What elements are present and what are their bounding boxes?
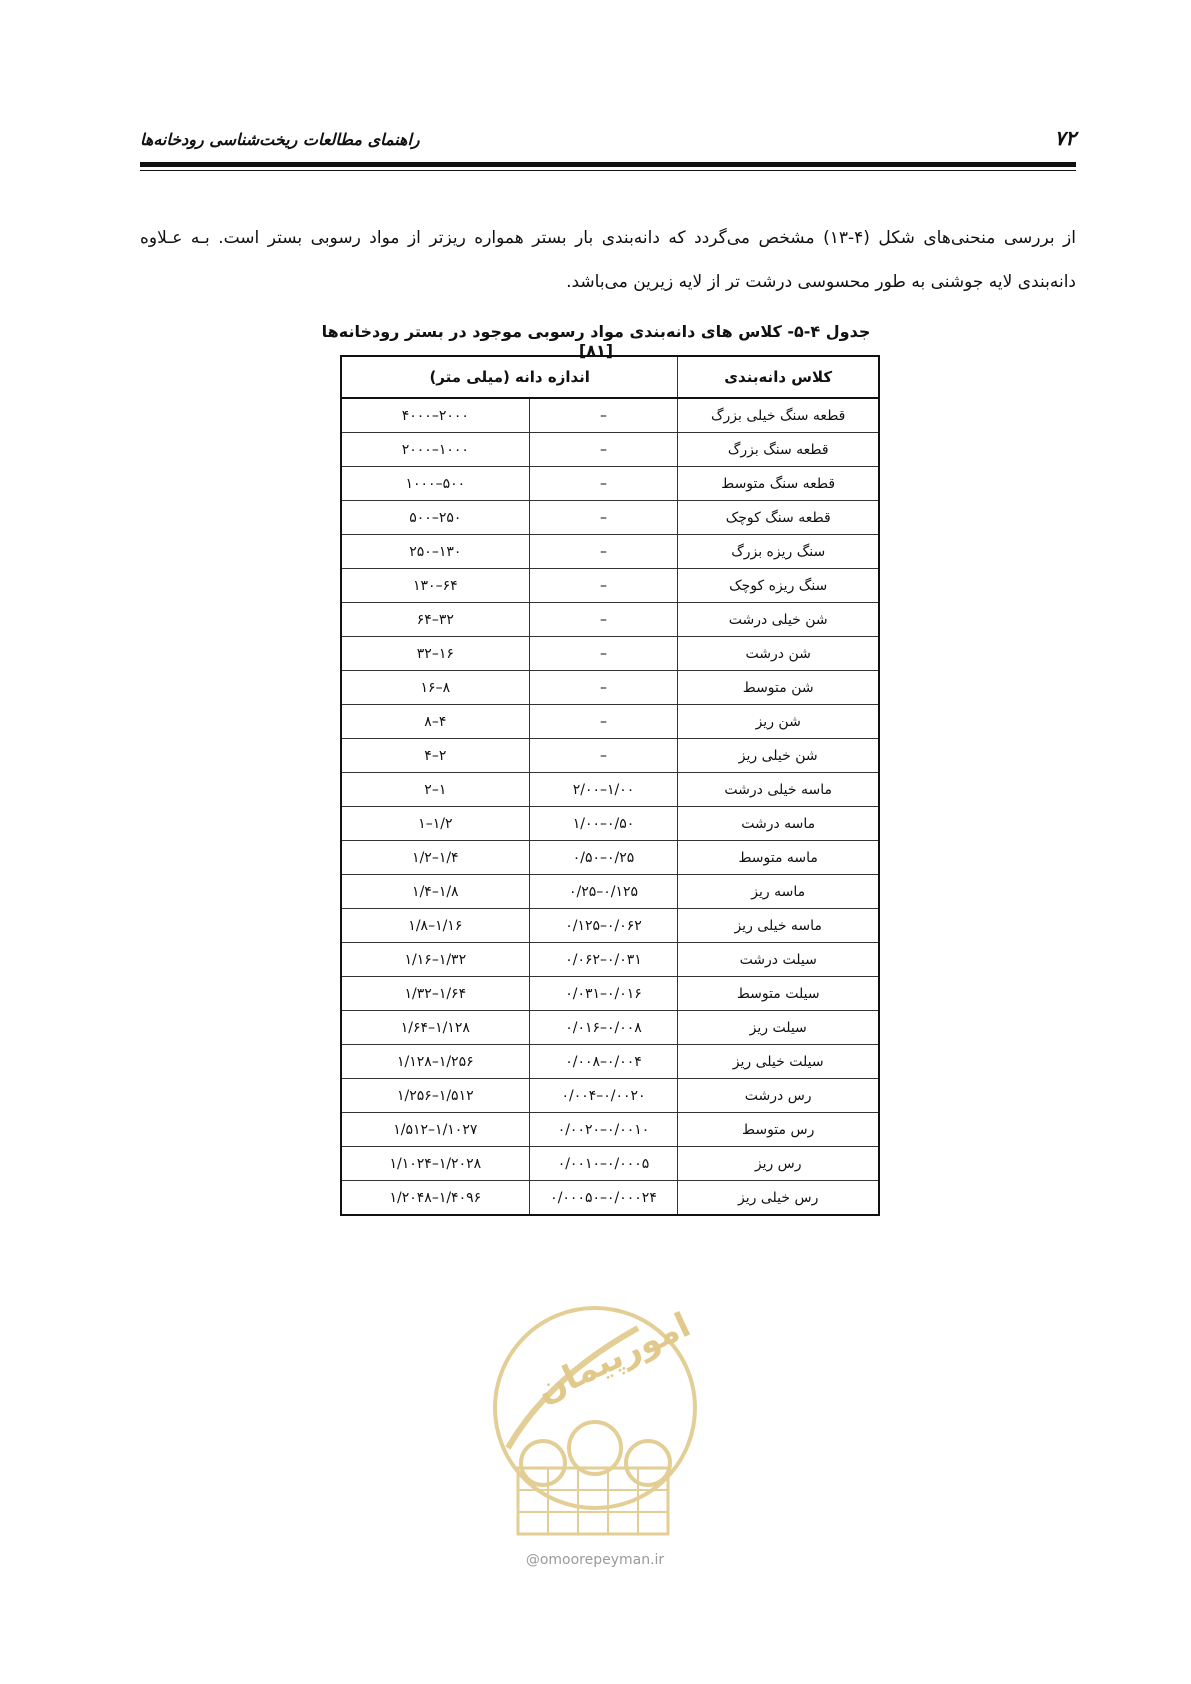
page-number: ۷۲ (1054, 126, 1076, 150)
cell-class: رس ریز (678, 1147, 879, 1181)
cell-class: قطعه سنگ کوچک (678, 501, 879, 535)
watermark-logo (488, 1298, 702, 1548)
cell-size-mm: – (529, 671, 678, 705)
cell-size-mm: ۰/۰۶۲–۰/۱۲۵ (529, 909, 678, 943)
cell-size-mm: ۰/۱۲۵–۰/۲۵ (529, 875, 678, 909)
cell-class: ماسه خیلی ریز (678, 909, 879, 943)
cell-class: رس متوسط (678, 1113, 879, 1147)
table-body (341, 398, 879, 1215)
cell-size-mm: ۰/۰۰۸–۰/۰۱۶ (529, 1011, 678, 1045)
table-row (341, 501, 879, 535)
table-row (341, 433, 879, 467)
table-row (341, 773, 879, 807)
cell-class: سیلت درشت (678, 943, 879, 977)
table-row (341, 943, 879, 977)
cell-size-fraction: ۱/۶۴–۱/۳۲ (341, 977, 529, 1011)
cell-size-fraction: ۲۰۰۰–۴۰۰۰ (341, 398, 529, 433)
cell-size-fraction: ۱/۳۲–۱/۱۶ (341, 943, 529, 977)
header-rule (140, 162, 1076, 167)
watermark-url: @omoorepeyman.ir (525, 1552, 665, 1568)
cell-class: سنگ ریزه بزرگ (678, 535, 879, 569)
table-row (341, 739, 879, 773)
table-row (341, 705, 879, 739)
cell-size-fraction: ۶۴–۱۳۰ (341, 569, 529, 603)
cell-size-mm: – (529, 569, 678, 603)
cell-size-mm: – (529, 398, 678, 433)
table-row (341, 535, 879, 569)
cell-size-fraction: ۸–۱۶ (341, 671, 529, 705)
table-row (341, 671, 879, 705)
cell-size-fraction: ۱۳۰–۲۵۰ (341, 535, 529, 569)
cell-size-fraction: ۲۵۰–۵۰۰ (341, 501, 529, 535)
cell-class: سیلت ریز (678, 1011, 879, 1045)
table-row (341, 909, 879, 943)
cell-size-mm: – (529, 535, 678, 569)
table-row (341, 807, 879, 841)
cell-class: سنگ ریزه کوچک (678, 569, 879, 603)
cell-size-mm: ۰/۰۳۱–۰/۰۶۲ (529, 943, 678, 977)
cell-size-mm: – (529, 501, 678, 535)
gear-icon (521, 1441, 565, 1485)
cell-class: سیلت خیلی ریز (678, 1045, 879, 1079)
cell-class: ماسه خیلی درشت (678, 773, 879, 807)
cell-size-mm: – (529, 603, 678, 637)
header-rule-thin (140, 170, 1076, 171)
cell-size-fraction: ۱/۱۲۸–۱/۶۴ (341, 1011, 529, 1045)
cell-size-fraction: ۱/۸–۱/۴ (341, 875, 529, 909)
cell-size-mm: ۰/۰۰۰۲۴–۰/۰۰۰۵۰ (529, 1181, 678, 1216)
cell-size-mm: – (529, 433, 678, 467)
cell-size-mm: ۰/۲۵–۰/۵۰ (529, 841, 678, 875)
cell-size-fraction: ۱/۱۰۲۷–۱/۵۱۲ (341, 1113, 529, 1147)
cell-size-fraction: ۱۶–۳۲ (341, 637, 529, 671)
table-caption: جدول ۴-۵- کلاس های دانه‌بندی مواد رسوبی موجود در بستر رودخانه‌ها [۸۱] (321, 322, 871, 360)
cell-size-mm: ۰/۰۱۶–۰/۰۳۱ (529, 977, 678, 1011)
cell-size-fraction: ۱۰۰۰–۲۰۰۰ (341, 433, 529, 467)
cell-class: شن خیلی ریز (678, 739, 879, 773)
table-row (341, 1079, 879, 1113)
body-paragraph: از بررسی منحنی‌های شکل (۴-۱۳) مشخص می‌گردد که دانه‌بندی بار بستر همواره ریزتر از مواد رسوبی بستر است. بـه عـلاوه دانه‌بندی لایه جوشنی به طور محسوسی درشت تر از لایه زیرین می‌باشد. (140, 228, 1076, 292)
cell-size-fraction: ۴–۸ (341, 705, 529, 739)
table-row (341, 637, 879, 671)
table-row (341, 467, 879, 501)
cell-size-mm: – (529, 739, 678, 773)
watermark-logo-text: امورپیمان (530, 1305, 697, 1411)
table-row (341, 1147, 879, 1181)
table-row (341, 569, 879, 603)
cell-size-mm: ۰/۵۰–۱/۰۰ (529, 807, 678, 841)
cell-size-mm: – (529, 467, 678, 501)
table-row (341, 1045, 879, 1079)
table-header-row (341, 356, 879, 398)
table-row (341, 841, 879, 875)
cell-size-mm: – (529, 637, 678, 671)
cell-size-fraction: ۳۲–۶۴ (341, 603, 529, 637)
cell-size-fraction: ۱/۴–۱/۲ (341, 841, 529, 875)
cell-class: سیلت متوسط (678, 977, 879, 1011)
cell-class: شن متوسط (678, 671, 879, 705)
cell-size-mm: ۰/۰۰۴–۰/۰۰۸ (529, 1045, 678, 1079)
table-row (341, 1011, 879, 1045)
cell-size-fraction: ۱/۴۰۹۶–۱/۲۰۴۸ (341, 1181, 529, 1216)
table-row (341, 603, 879, 637)
cell-size-mm: ۱/۰۰–۲/۰۰ (529, 773, 678, 807)
cell-size-mm: – (529, 705, 678, 739)
cell-size-mm: ۰/۰۰۰۵–۰/۰۰۱۰ (529, 1147, 678, 1181)
cell-size-mm: ۰/۰۰۱۰–۰/۰۰۲۰ (529, 1113, 678, 1147)
cell-class: رس درشت (678, 1079, 879, 1113)
cell-size-fraction: ۱/۵۱۲–۱/۲۵۶ (341, 1079, 529, 1113)
table-row (341, 977, 879, 1011)
running-title: راهنمای مطالعات ریخت‌شناسی رودخانه‌ها (140, 130, 420, 149)
table-row (341, 398, 879, 433)
cell-size-mm: ۰/۰۰۲۰–۰/۰۰۴ (529, 1079, 678, 1113)
cell-class: ماسه ریز (678, 875, 879, 909)
gear-icon (626, 1441, 670, 1485)
cell-class: شن ریز (678, 705, 879, 739)
cell-size-fraction: ۱/۲–۱ (341, 807, 529, 841)
cell-size-fraction: ۲–۴ (341, 739, 529, 773)
cell-class: رس خیلی ریز (678, 1181, 879, 1216)
cell-class: ماسه متوسط (678, 841, 879, 875)
table-row (341, 1181, 879, 1216)
cell-class: قطعه سنگ متوسط (678, 467, 879, 501)
cell-size-fraction: ۵۰۰–۱۰۰۰ (341, 467, 529, 501)
cell-class: شن خیلی درشت (678, 603, 879, 637)
header-size: اندازه دانه (میلی متر) (341, 356, 678, 398)
cell-class: شن درشت (678, 637, 879, 671)
table-row (341, 875, 879, 909)
cell-class: قطعه سنگ بزرگ (678, 433, 879, 467)
page-header (140, 126, 1076, 156)
cell-class: ماسه درشت (678, 807, 879, 841)
cell-size-fraction: ۱/۲۰۲۸–۱/۱۰۲۴ (341, 1147, 529, 1181)
cell-size-fraction: ۱/۱۶–۱/۸ (341, 909, 529, 943)
cell-size-fraction: ۱/۲۵۶–۱/۱۲۸ (341, 1045, 529, 1079)
gear-icon (569, 1422, 621, 1474)
header-class: کلاس دانه‌بندی (678, 356, 879, 398)
cell-size-fraction: ۱–۲ (341, 773, 529, 807)
grain-size-table (340, 355, 880, 1216)
table-row (341, 1113, 879, 1147)
cell-class: قطعه سنگ خیلی بزرگ (678, 398, 879, 433)
